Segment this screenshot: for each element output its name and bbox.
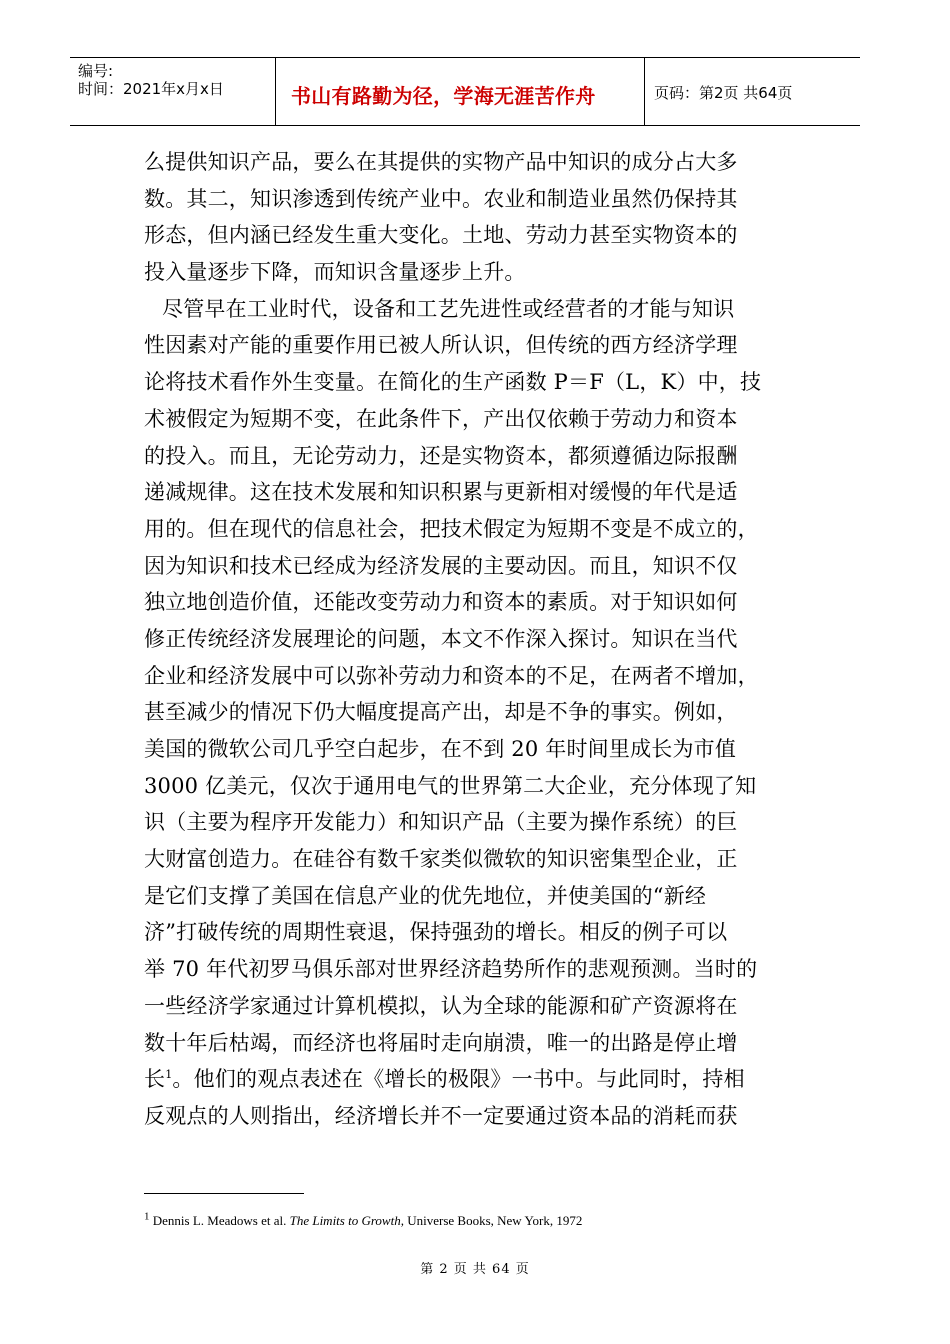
text-line: 是它们支撑了美国在信息产业的优先地位，并使美国的“新经 [144, 883, 707, 908]
header-bottom-rule [70, 125, 860, 126]
text-line: 数。其二，知识渗透到传统产业中。农业和制造业虽然仍保持其 [144, 186, 738, 211]
time-label: 时间：2021年x月x日 [78, 80, 224, 98]
footnote-title: The Limits to Growth, [289, 1213, 404, 1228]
text-line: 投入量逐步下降，而知识含量逐步上升。 [144, 260, 526, 285]
text-line: 形态，但内涵已经发生重大变化。土地、劳动力甚至实物资本的 [144, 223, 738, 248]
footnote-reference[interactable]: 1 [165, 1068, 173, 1082]
text-line: 反观点的人则指出，经济增长并不一定要通过资本品的消耗而获 [144, 1103, 738, 1128]
header-divider [275, 57, 276, 125]
text-line: 用的。但在现代的信息社会，把技术假定为短期不变是不成立的， [144, 516, 759, 541]
footnote-authors: Dennis L. Meadows et al. [152, 1213, 287, 1228]
header-motto: 书山有路勤为径，学海无涯苦作舟 [291, 84, 596, 108]
text-line: 术被假定为短期不变，在此条件下，产出仅依赖于劳动力和资本 [144, 406, 738, 431]
footnote-marker: 1 [144, 1210, 150, 1223]
text-line: 的投入。而且，无论劳动力，还是实物资本，都须遵循边际报酬 [144, 443, 738, 468]
text-line: 举 70 年代初罗马俱乐部对世界经济趋势所作的悲观预测。当时的 [144, 957, 758, 982]
text-line: 论将技术看作外生变量。在简化的生产函数 P＝F（L，K）中，技 [144, 370, 762, 395]
page-info: 页码：第2页 共64页 [654, 84, 793, 102]
text-line: 企业和经济发展中可以弥补劳动力和资本的不足，在两者不增加， [144, 663, 759, 688]
text-line: 一些经济学家通过计算机模拟，认为全球的能源和矿产资源将在 [144, 993, 738, 1018]
footnote-publisher: Universe Books, New York, 1972 [407, 1213, 583, 1228]
header-divider [644, 57, 645, 125]
text-fragment: 。他们的观点表述在《增长的极限》一书中。与此同时，持相 [172, 1067, 745, 1092]
text-line: 3000 亿美元，仅次于通用电气的世界第二大企业，充分体现了知 [144, 773, 757, 798]
text-line: 么提供知识产品，要么在其提供的实物产品中知识的成分占大多 [144, 150, 738, 174]
body-text [144, 144, 794, 1135]
text-line: 识（主要为程序开发能力）和知识产品（主要为操作系统）的巨 [144, 810, 738, 835]
text-line: 性因素对产能的重要作用已被人所认识，但传统的西方经济学理 [144, 333, 738, 358]
text-line: 数十年后枯竭，而经济也将届时走向崩溃，唯一的出路是停止增 [144, 1030, 738, 1055]
number-label: 编号: [78, 62, 114, 80]
page-footer: 第 2 页 共 64 页 [420, 1262, 530, 1277]
text-line: 大财富创造力。在硅谷有数千家类似微软的知识密集型企业，正 [144, 847, 738, 872]
text-line: 甚至减少的情况下仍大幅度提高产出，却是不争的事实。例如， [144, 700, 738, 725]
header-top-rule [70, 57, 860, 58]
footnote [144, 1210, 583, 1229]
text-line: 递减规律。这在技术发展和知识积累与更新相对缓慢的年代是适 [144, 480, 738, 505]
text-line: 济”打破传统的周期性衰退，保持强劲的增长。相反的例子可以 [144, 920, 728, 945]
text-line: 美国的微软公司几乎空白起步，在不到 20 年时间里成长为市值 [144, 737, 737, 761]
text-line: 修正传统经济发展理论的问题，本文不作深入探讨。知识在当代 [144, 626, 738, 651]
text-line: 尽管早在工业时代，设备和工艺先进性或经营者的才能与知识 [162, 296, 735, 321]
text-line: 因为知识和技术已经成为经济发展的主要动因。而且，知识不仅 [144, 553, 738, 578]
text-line: 独立地创造价值，还能改变劳动力和资本的素质。对于知识如何 [144, 590, 738, 615]
text-fragment: 长 [144, 1067, 166, 1092]
text-line [144, 1061, 794, 1098]
footnote-separator [144, 1193, 304, 1194]
